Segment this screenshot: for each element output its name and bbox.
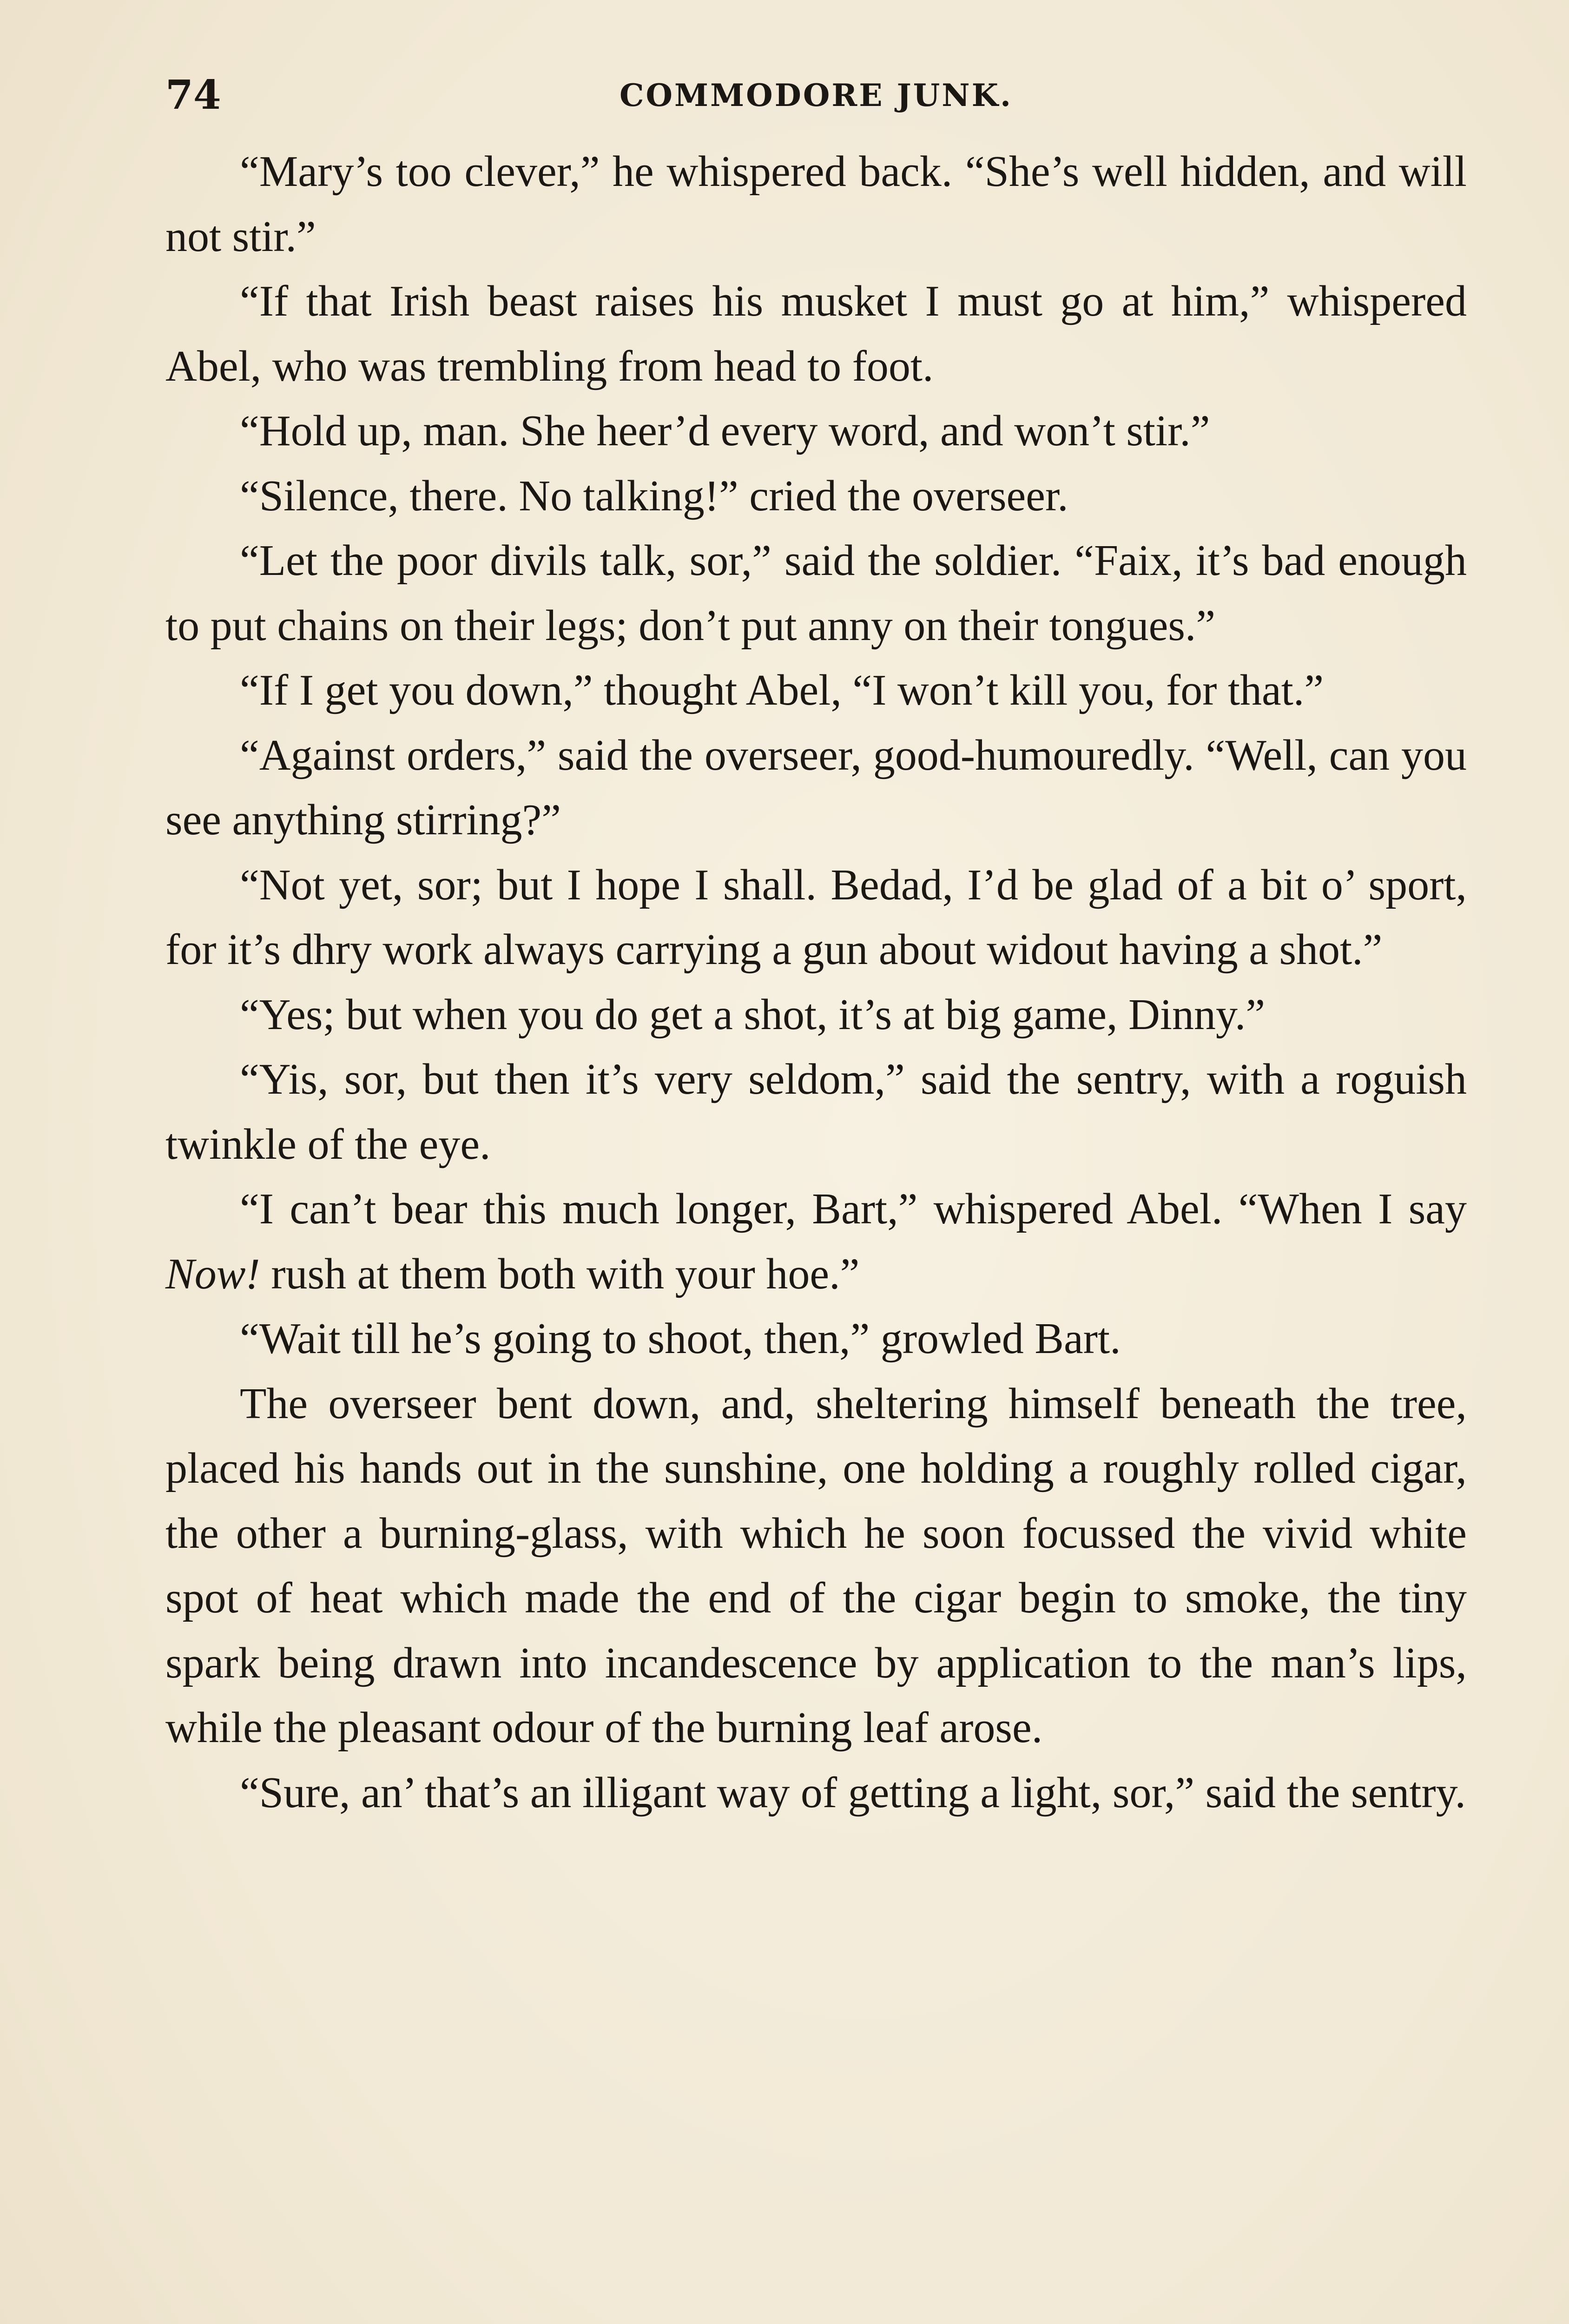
paragraph: “If that Irish beast raises his musket I must go at him,” whispered Abel, who was trembling from head to foot.	[165, 277, 1467, 390]
running-title: COMMODORE JUNK.	[620, 77, 1013, 113]
running-head	[165, 70, 1467, 121]
body-text	[165, 139, 1467, 1825]
page-number: 74	[165, 72, 221, 119]
paragraph: “Not yet, sor; but I hope I shall. Bedad, I’d be glad of a bit o’ sport, for it’s dhry work always carrying a gun about widout having a shot.”	[165, 860, 1467, 974]
paragraph: “Wait till he’s going to shoot, then,” growled Bart.	[240, 1314, 1121, 1363]
paragraph: “Silence, there. No talking!” cried the overseer.	[240, 471, 1068, 520]
paragraph-text: “I can’t bear this much longer, Bart,” whispered Abel. “When I say	[240, 1185, 1467, 1233]
paragraph: “Let the poor divils talk, sor,” said the soldier. “Faix, it’s bad enough to put chains on their legs; don’t put anny on their tongues.”	[165, 536, 1467, 650]
paragraph: “Yes; but when you do get a shot, it’s at big game, Dinny.”	[240, 990, 1266, 1039]
emphasized-word: Now!	[165, 1249, 260, 1298]
paragraph: The overseer bent down, and, sheltering himself beneath the tree, placed his hands out in the sunshine, one holding a roughly rolled cigar, the other a burning-glass, with which he soon focussed the vivid white spot of heat which made the end of the cigar begin to smoke, the tiny spark being drawn into incandescence by application to the man’s lips, while the pleasant odour of the burning leaf arose.	[165, 1379, 1467, 1752]
paragraph: “Hold up, man. She heer’d every word, and won’t stir.”	[240, 407, 1210, 455]
paragraph: “Yis, sor, but then it’s very seldom,” said the sentry, with a roguish twinkle of the eye.	[165, 1055, 1467, 1169]
paragraph: “If I get you down,” thought Abel, “I won’t kill you, for that.”	[240, 666, 1324, 714]
paragraph-abel-now	[165, 1177, 1467, 1307]
paragraph: “Sure, an’ that’s an illigant way of getting a light, sor,” said the sentry.	[240, 1768, 1466, 1817]
paragraph: “Mary’s too clever,” he whispered back. “She’s well hidden, and will not stir.”	[165, 147, 1467, 261]
paragraph-text: rush at them both with your hoe.”	[260, 1249, 860, 1298]
paragraph: “Against orders,” said the overseer, good-humouredly. “Well, can you see anything stirring?”	[165, 731, 1467, 844]
